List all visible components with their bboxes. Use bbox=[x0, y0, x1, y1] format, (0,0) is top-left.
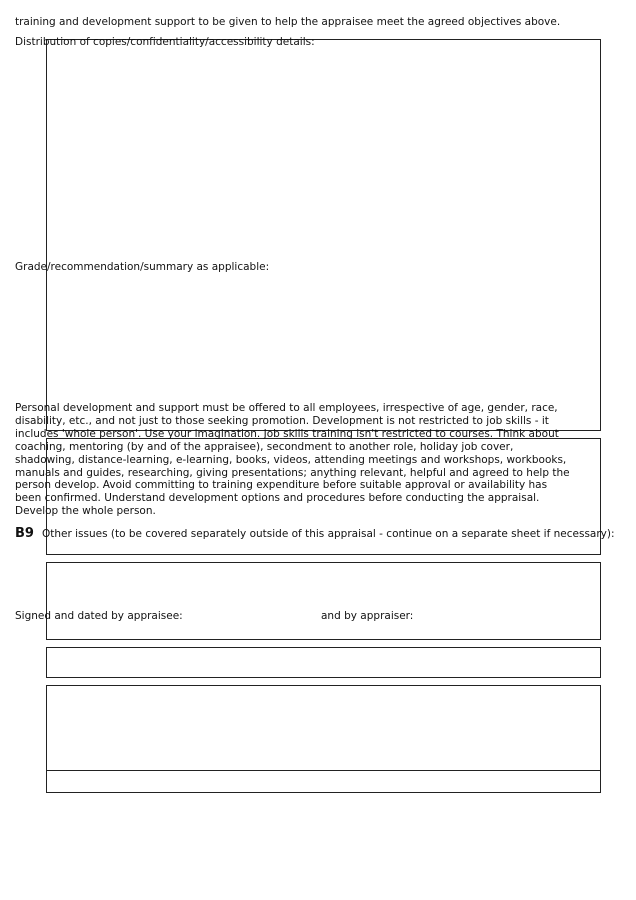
extra-box-lower[interactable] bbox=[46, 770, 601, 793]
other-issues-box[interactable] bbox=[46, 562, 601, 640]
extra-box-upper[interactable] bbox=[46, 685, 601, 771]
section-b9 bbox=[15, 527, 615, 541]
personal-development-paragraph: Personal development and support must be offered to all employees, irrespective of age, gender, race, disability, etc., and not just to those seeking promotion. Development is not restricted to job skills - it includes 'whole person'. Use your imagination. Job skills training isn't restricted to courses. Think about coaching, mentoring (by and of the appraisee), secondment to another role, holiday job cover, shadowing, distance-learning, e-learning, books, videos, attending meetings and workshops, workbooks, manuals and guides, researching, giving presentations; anything relevant, helpful and agreed to help the person develop. Avoid committing to training expenditure before suitable approval or availability has been confirmed. Understand development options and procedures before conducting the appraisal. Develop the whole person. bbox=[15, 402, 570, 518]
distribution-label: Distribution of copies/confidentiality/accessibility details: bbox=[15, 36, 315, 48]
appraiser-signature-label: and by appraiser: bbox=[321, 610, 414, 622]
grade-label: Grade/recommendation/summary as applicable: bbox=[15, 261, 270, 273]
distribution-box[interactable] bbox=[46, 39, 601, 431]
appraisee-signature-label: Signed and dated by appraisee: bbox=[15, 610, 183, 622]
section-number: B9 bbox=[15, 526, 34, 541]
signature-box[interactable] bbox=[46, 647, 601, 678]
section-b9-label: Other issues (to be covered separately outside of this appraisal - continue on a separate sheet if necessary): bbox=[41, 528, 615, 540]
intro-line: training and development support to be given to help the appraisee meet the agreed objectives above. bbox=[15, 16, 561, 28]
